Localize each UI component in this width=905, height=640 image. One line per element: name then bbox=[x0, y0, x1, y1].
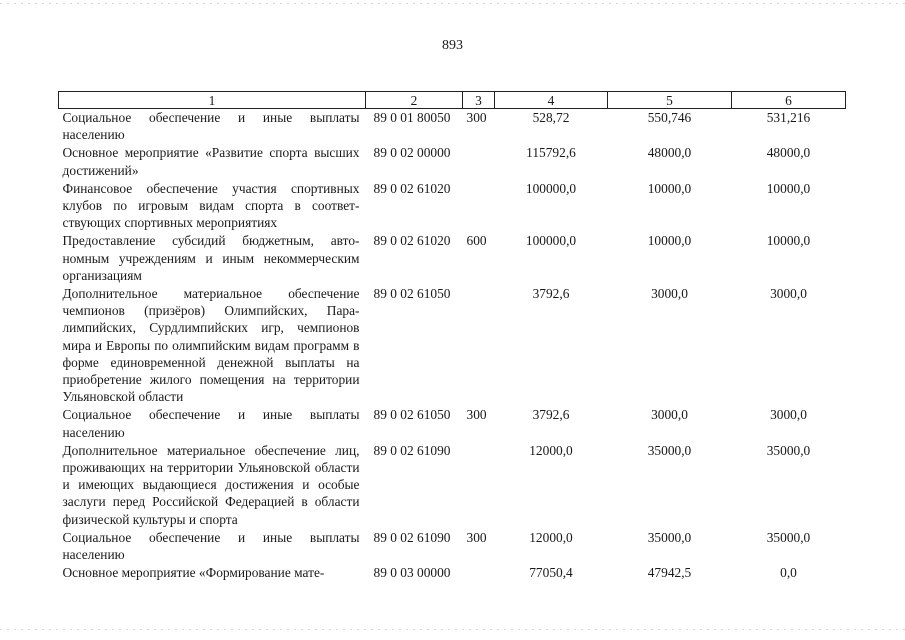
table-row bbox=[59, 442, 846, 529]
header-col-4: 4 bbox=[495, 92, 608, 109]
scan-noise-top bbox=[0, 3, 905, 4]
row-value-6: 3000,0 bbox=[770, 286, 807, 302]
row-name: Основное мероприятие «Развитие спорта высших достижений» bbox=[62, 145, 360, 178]
row-expense-type: 600 bbox=[466, 233, 487, 249]
row-value-4: 528,72 bbox=[532, 110, 570, 125]
row-value-5: 3000,0 bbox=[651, 286, 688, 302]
scan-noise-bottom bbox=[0, 629, 905, 630]
row-value-5: 550,746 bbox=[647, 110, 692, 125]
row-expense-type bbox=[463, 442, 495, 529]
row-value-6: 531,216 bbox=[766, 110, 811, 125]
row-expense-type bbox=[463, 144, 495, 179]
row-code: 89 0 02 61090 bbox=[373, 442, 451, 458]
row-code: 89 0 02 61050 bbox=[373, 407, 451, 423]
row-value-4: 12000,0 bbox=[529, 529, 573, 545]
row-expense-type: 300 bbox=[466, 110, 487, 125]
row-value-6: 10000,0 bbox=[766, 233, 811, 249]
row-value-6: 48000,0 bbox=[766, 145, 811, 161]
row-value-5: 10000,0 bbox=[647, 180, 692, 196]
row-expense-type: 300 bbox=[466, 529, 487, 545]
row-value-6: 35000,0 bbox=[766, 442, 811, 458]
header-col-2: 2 bbox=[366, 92, 463, 109]
table-header-row bbox=[59, 92, 846, 109]
table-row bbox=[59, 232, 846, 285]
row-value-6: 35000,0 bbox=[766, 529, 811, 545]
budget-table-container bbox=[58, 91, 845, 582]
row-value-5: 48000,0 bbox=[647, 145, 692, 161]
header-col-6: 6 bbox=[732, 92, 846, 109]
row-value-4: 100000,0 bbox=[525, 233, 577, 249]
row-code: 89 0 02 00000 bbox=[373, 145, 451, 161]
row-expense-type bbox=[463, 180, 495, 233]
table-row bbox=[59, 285, 846, 406]
row-value-6: 10000,0 bbox=[766, 180, 811, 196]
table-row bbox=[59, 529, 846, 564]
row-value-4: 3792,6 bbox=[532, 407, 570, 423]
row-value-5: 35000,0 bbox=[647, 529, 692, 545]
row-code: 89 0 02 61020 bbox=[373, 233, 451, 249]
row-value-5: 47942,5 bbox=[647, 565, 692, 581]
row-value-4: 77050,4 bbox=[529, 565, 573, 581]
row-name: Социальное обеспечение и иные выплаты населению bbox=[62, 407, 360, 440]
row-value-5: 3000,0 bbox=[651, 407, 688, 423]
row-code: 89 0 02 61050 bbox=[373, 286, 451, 302]
table-row bbox=[59, 109, 846, 145]
row-value-5: 10000,0 bbox=[647, 233, 692, 249]
row-code: 89 0 02 61020 bbox=[373, 180, 451, 196]
header-col-1: 1 bbox=[59, 92, 366, 109]
row-name: Предоставление субсидий бюджетным, автономным учреждениям и иным некоммерческим организациям bbox=[62, 233, 360, 283]
row-code: 89 0 03 00000 bbox=[373, 565, 451, 581]
row-value-6: 3000,0 bbox=[770, 407, 807, 423]
budget-table bbox=[58, 91, 846, 582]
row-expense-type bbox=[463, 285, 495, 406]
row-value-4: 12000,0 bbox=[529, 442, 573, 458]
row-name: Финансовое обеспечение участия спортивных клубов по игровым видам спорта в соответствующих спортивных мероприятиях bbox=[62, 180, 360, 231]
table-row bbox=[59, 406, 846, 441]
row-value-4: 3792,6 bbox=[532, 286, 570, 302]
row-value-4: 115792,6 bbox=[526, 145, 576, 161]
row-name: Социальное обеспечение и иные выплаты населению bbox=[62, 529, 360, 563]
row-name: Социальное обеспечение и иные выплаты населению bbox=[62, 110, 360, 143]
table-row bbox=[59, 180, 846, 233]
row-value-5: 35000,0 bbox=[647, 442, 692, 458]
table-row bbox=[59, 564, 846, 582]
row-name: Дополнительное материальное обеспечение лиц, проживающих на территории Ульяновской области и имеющих выдающиеся достижения и особые заслуги перед Российской Федерацией в области физической культуры и спорта bbox=[62, 442, 360, 527]
table-row bbox=[59, 144, 846, 179]
row-expense-type: 300 bbox=[466, 407, 487, 423]
row-name: Дополнительное материальное обеспечение чемпионов (призёров) Олимпийских, Паралимпийских, Сурдлимпийских игр, чемпионов мира и Европы по олимпийским видам программ в форме единовременной денежной выплаты на приобретение жилого помещения на территории Ульяновской области bbox=[62, 286, 360, 405]
page-number: 893 bbox=[442, 38, 463, 53]
row-expense-type bbox=[463, 564, 495, 582]
row-name: Основное мероприятие «Формирование мате- bbox=[62, 565, 325, 581]
row-value-6: 0,0 bbox=[780, 565, 797, 581]
header-col-5: 5 bbox=[608, 92, 732, 109]
row-code: 89 0 01 80050 bbox=[373, 110, 451, 125]
row-code: 89 0 02 61090 bbox=[373, 529, 451, 545]
header-col-3: 3 bbox=[463, 92, 495, 109]
row-value-4: 100000,0 bbox=[525, 180, 577, 196]
